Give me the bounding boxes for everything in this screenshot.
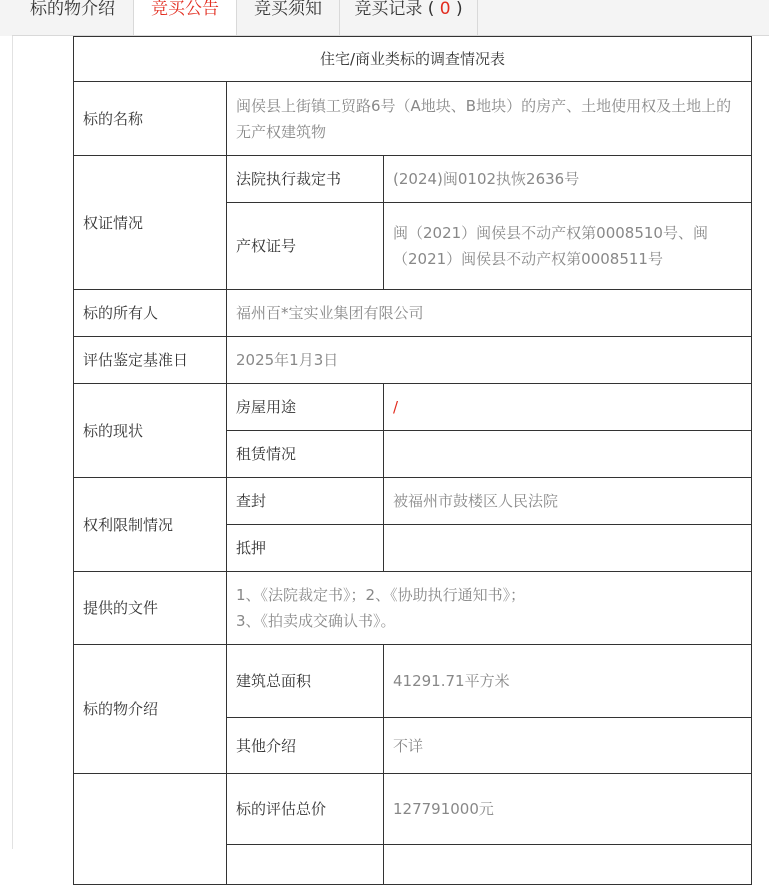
bid-count-badge: 0 (439, 0, 451, 19)
usage-label: 房屋用途 (227, 384, 384, 431)
seal-value: 被福州市鼓楼区人民法院 (384, 478, 752, 525)
cert-label: 产权证号 (227, 203, 384, 290)
valuation-date-value: 2025年1月3日 (227, 337, 752, 384)
intro-label: 标的物介绍 (74, 645, 227, 774)
ruling-value: (2024)闽0102执恢2636号 (384, 156, 752, 203)
tab-bid-records-open: ( (422, 0, 440, 19)
next-row-value (384, 845, 752, 885)
subject-name-value: 闽侯县上街镇工贸路6号（A地块、B地块）的房产、土地使用权及土地上的无产权建筑物 (227, 82, 752, 156)
tab-bidding-notice[interactable]: 竞买须知 (237, 0, 340, 35)
documents-line-1: 1、《法院裁定书》；2、《协助执行通知书》； (236, 586, 526, 604)
owner-label: 标的所有人 (74, 290, 227, 337)
tab-item-introduction[interactable]: 标的物介绍 (30, 0, 115, 19)
table-title: 住宅/商业类标的调查情况表 (74, 37, 752, 82)
table-row (74, 290, 752, 337)
documents-line-2: 3、《拍卖成交确认书》。 (236, 612, 396, 630)
documents-value (227, 572, 752, 645)
cert-value: 闽（2021）闽侯县不动产权第0008510号、闽（2021）闽侯县不动产权第0008511号 (384, 203, 752, 290)
status-label: 标的现状 (74, 384, 227, 478)
lease-label: 租赁情况 (227, 431, 384, 478)
tab-bid-records[interactable] (340, 0, 478, 35)
table-title-row (74, 37, 752, 82)
valuation-total-value: 127791000元 (384, 774, 752, 845)
other-intro-label: 其他介绍 (227, 718, 384, 774)
table-row (74, 384, 752, 431)
owner-value: 福州百*宝实业集团有限公司 (227, 290, 752, 337)
area-value: 41291.71平方米 (384, 645, 752, 718)
table-row (74, 645, 752, 718)
table-row (74, 156, 752, 203)
next-row-label (227, 845, 384, 885)
valuation-total-label: 标的评估总价 (227, 774, 384, 845)
subject-name-label: 标的名称 (74, 82, 227, 156)
mortgage-label: 抵押 (227, 525, 384, 572)
valuation-group-label (74, 774, 227, 885)
usage-value: / (384, 384, 752, 431)
content-left-border (12, 36, 13, 849)
ruling-label: 法院执行裁定书 (227, 156, 384, 203)
tab-bid-records-label: 竞买记录 (354, 0, 423, 19)
table-row (74, 82, 752, 156)
tab-auction-announcement[interactable]: 竞买公告 (133, 0, 237, 36)
other-intro-value: 不详 (384, 718, 752, 774)
area-label: 建筑总面积 (227, 645, 384, 718)
valuation-date-label: 评估鉴定基准日 (74, 337, 227, 384)
table-row (74, 572, 752, 645)
table-row (74, 774, 752, 845)
restrictions-label: 权利限制情况 (74, 478, 227, 572)
rights-label: 权证情况 (74, 156, 227, 290)
table-row (74, 478, 752, 525)
mortgage-value (384, 525, 752, 572)
lease-value (384, 431, 752, 478)
table-row (74, 337, 752, 384)
seal-label: 查封 (227, 478, 384, 525)
tab-bid-records-close: ) (450, 0, 463, 19)
survey-table (73, 36, 752, 885)
documents-label: 提供的文件 (74, 572, 227, 645)
tab-bar (0, 0, 769, 36)
